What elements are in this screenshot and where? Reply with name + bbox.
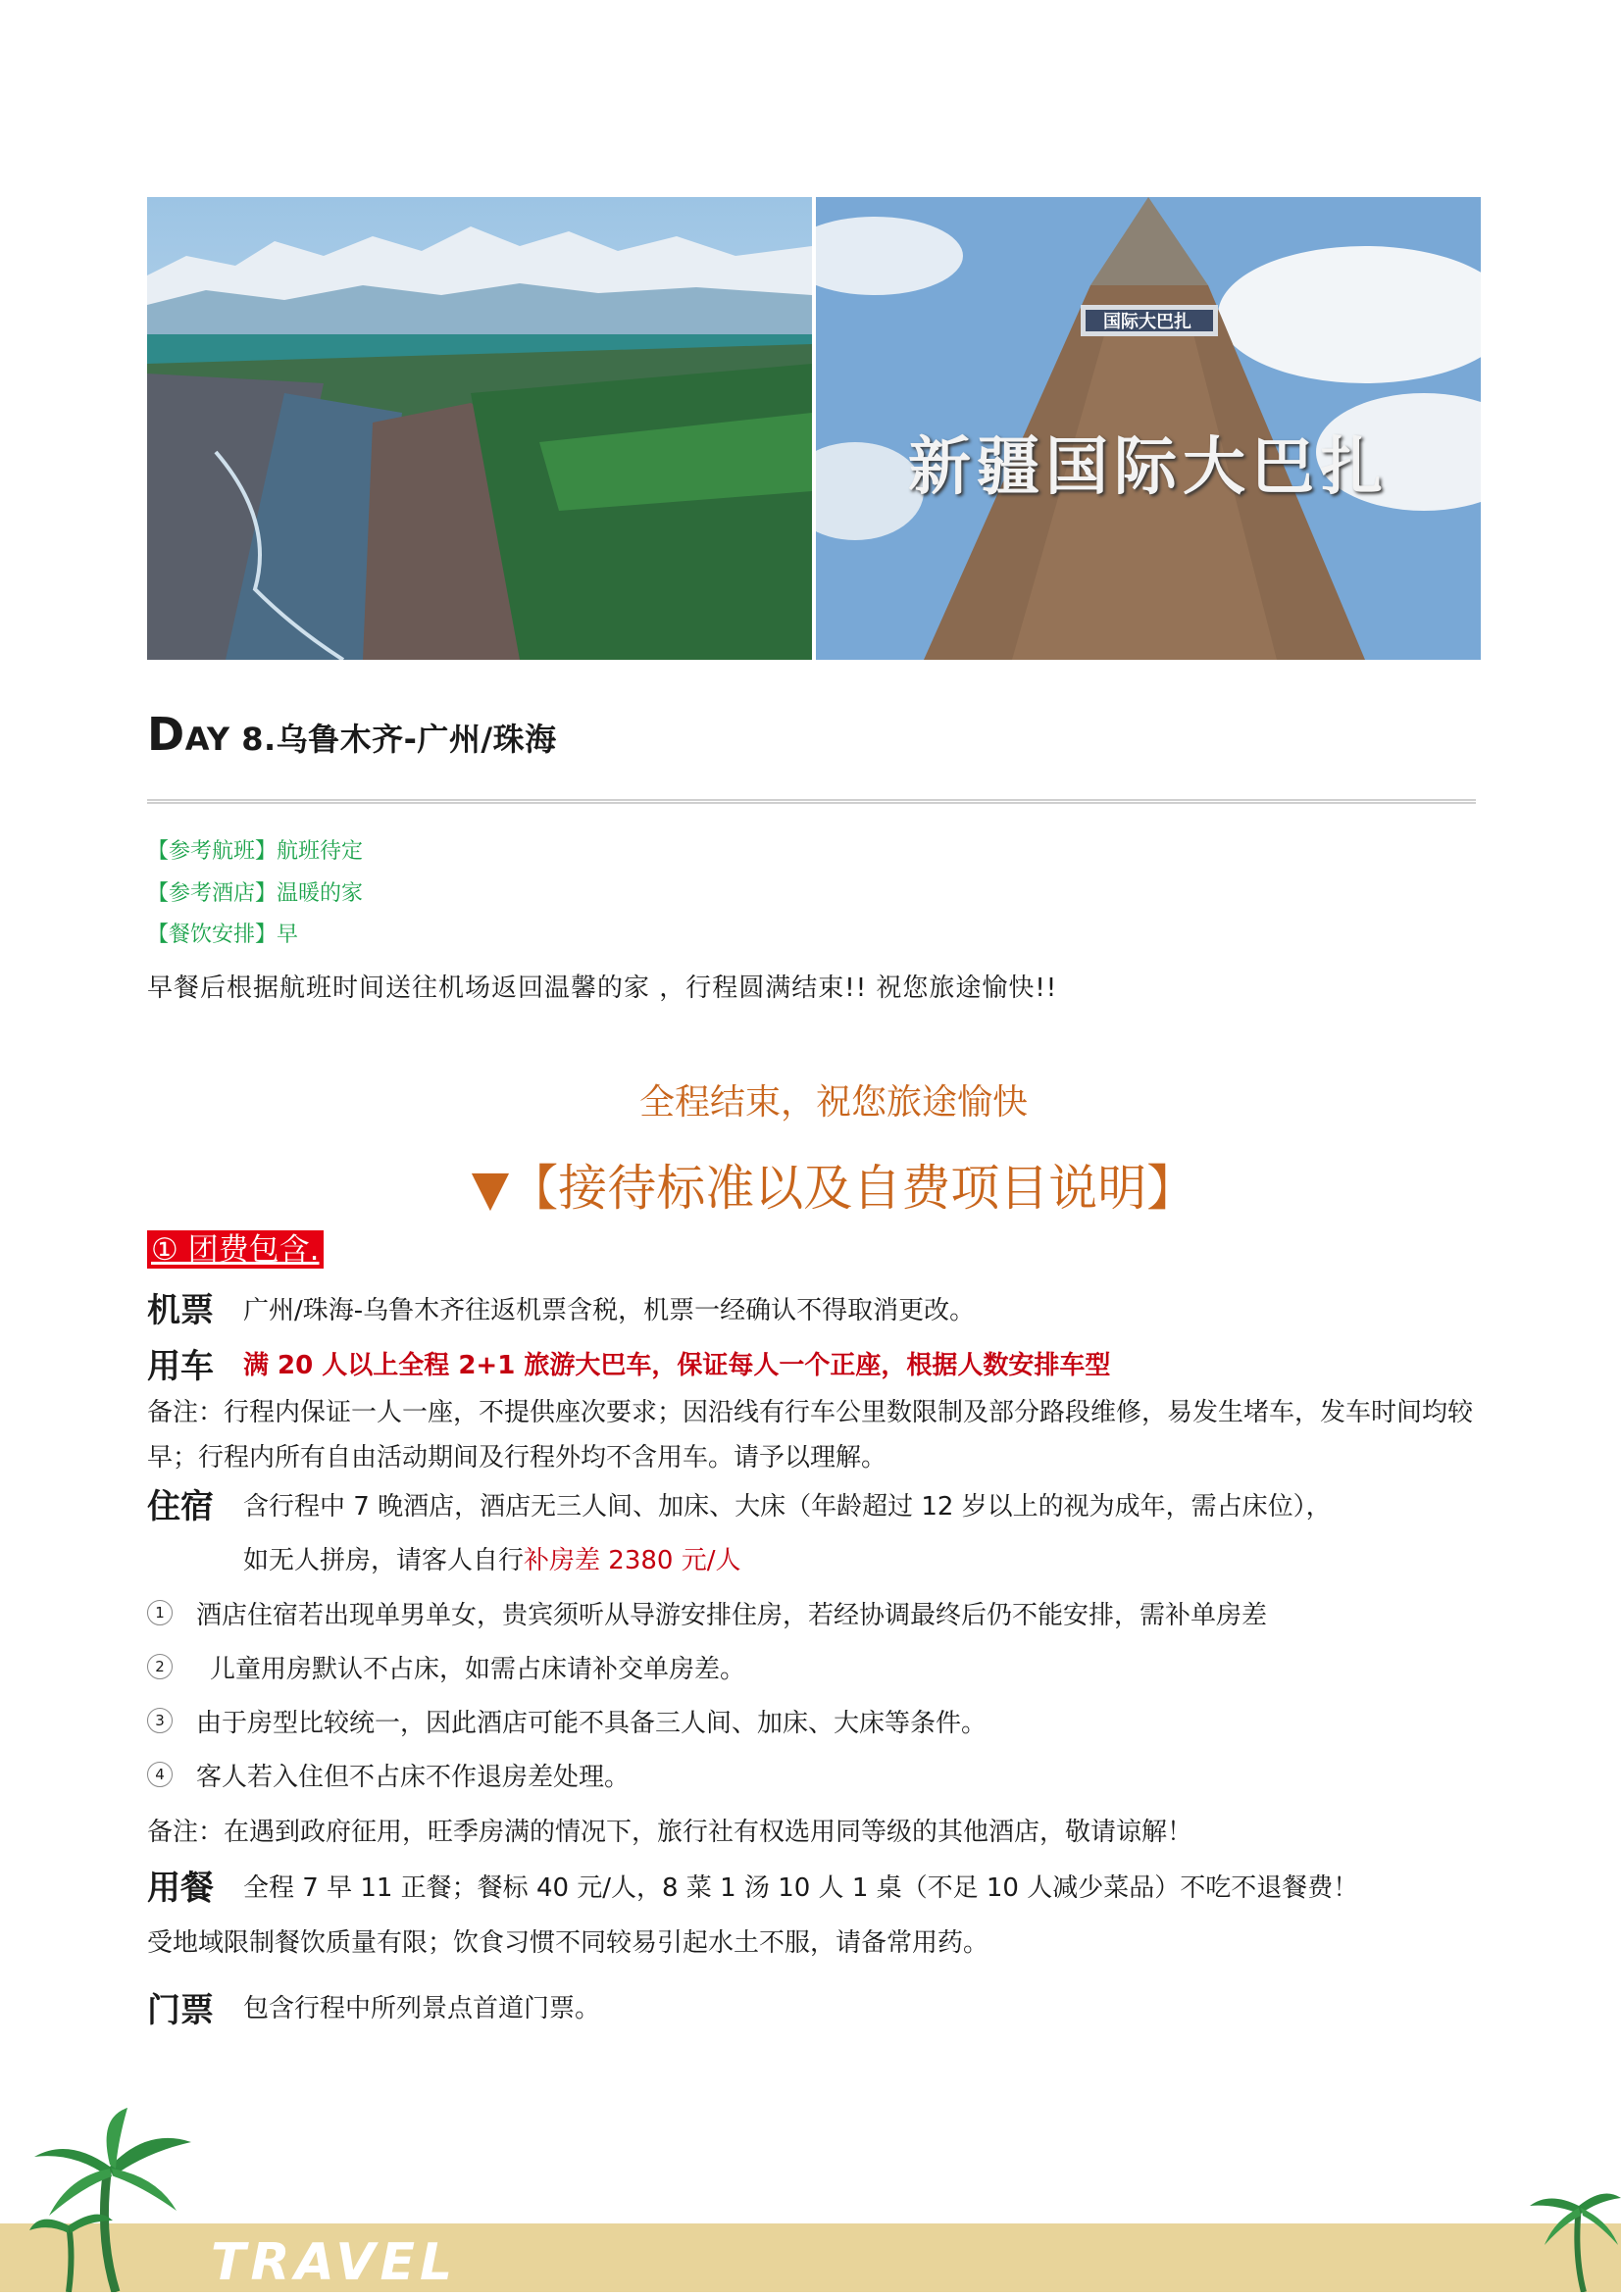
- ticket-gate-text: 包含行程中所列景点首道门票。: [243, 1994, 601, 2023]
- ticket-gate-label: 门票: [147, 1991, 214, 2030]
- included-badge: ① 团费包含.: [147, 1230, 324, 1269]
- meal-label: 用餐: [147, 1869, 214, 1908]
- stay-item: 酒店住宿若出现单男单女，贵宾须听从导游安排住房，若经协调最终后仍不能安排，需补单房差: [196, 1601, 1268, 1630]
- stay-text-2: [243, 1540, 740, 1576]
- item-number: 4: [147, 1762, 173, 1787]
- photo-top-sign-text: 国际大巴扎: [1103, 312, 1191, 332]
- stay-surcharge: 补房差 2380 元/人: [524, 1546, 741, 1575]
- car-label: 用车: [147, 1347, 214, 1386]
- day-prefix-rest: AY 8.: [184, 721, 277, 758]
- meal-text: 全程 7 早 11 正餐；餐标 40 元/人，8 菜 1 汤 10 人 1 桌（不足 10 人减少菜品）不吃不退餐费！: [243, 1873, 1359, 1903]
- car-text: 满 20 人以上全程 2+1 旅游大巴车，保证每人一个正座，根据人数安排车型: [243, 1351, 1111, 1380]
- ticket-text: 广州/珠海-乌鲁木齐往返机票含税，机票一经确认不得取消更改。: [243, 1296, 976, 1325]
- stay-text-2-prefix: 如无人拼房，请客人自行: [243, 1546, 525, 1575]
- ref-meal: 【餐饮安排】早: [147, 923, 299, 947]
- ticket-label: 机票: [147, 1291, 214, 1330]
- photo-sign-text: 新疆国际大巴扎: [908, 430, 1389, 504]
- footer-travel-word: TRAVEL: [211, 2233, 458, 2292]
- stay-text: 含行程中 7 晚酒店，酒店无三人间、加床、大床（年龄超过 12 岁以上的视为成年，需占床位），: [243, 1492, 1332, 1522]
- trip-end-line: 全程结束，祝您旅途愉快: [638, 1082, 1028, 1123]
- stay-item: 客人若入住但不占床不作退房差处理。: [196, 1763, 631, 1792]
- palm-tree-icon: [29, 2108, 196, 2292]
- day-route: 乌鲁木齐-广州/珠海: [276, 721, 557, 758]
- car-note: 备注：行程内保证一人一座，不提供座次要求；因沿线有行车公里数限制及部分路段维修，易发生堵车，发车时间均较早；行程内所有自由活动期间及行程外均不含用车。请予以理解。: [147, 1398, 1474, 1472]
- day-title: [147, 708, 557, 761]
- ref-hotel: 【参考酒店】温暖的家: [147, 881, 364, 906]
- photo-canyon-landscape: [147, 197, 812, 660]
- divider: [147, 799, 1476, 804]
- item-number: 3: [147, 1708, 173, 1733]
- ref-flight: 【参考航班】航班待定: [147, 839, 364, 864]
- item-number: 1: [147, 1600, 173, 1625]
- stay-label: 住宿: [147, 1487, 214, 1526]
- meal-text-2: 受地域限制餐饮质量有限；饮食习惯不同较易引起水土不服，请备常用药。: [147, 1928, 989, 1958]
- palm-tree-icon: [1530, 2176, 1621, 2292]
- standards-title: ▼【接待标准以及自费项目说明】: [471, 1160, 1196, 1217]
- stay-note: 备注：在遇到政府征用，旺季房满的情况下，旅行社有权选用同等级的其他酒店，敬请谅解！: [147, 1818, 1193, 1847]
- day-prefix-big: D: [147, 708, 185, 761]
- item-number: 2: [147, 1654, 173, 1679]
- stay-item: 儿童用房默认不占床，如需占床请补交单房差。: [210, 1655, 746, 1684]
- stay-item: 由于房型比较统一，因此酒店可能不具备三人间、加床、大床等条件。: [196, 1709, 988, 1738]
- day-description: 早餐后根据航班时间送往机场返回温馨的家 ，行程圆满结束!! 祝您旅途愉快!!: [147, 973, 1058, 1003]
